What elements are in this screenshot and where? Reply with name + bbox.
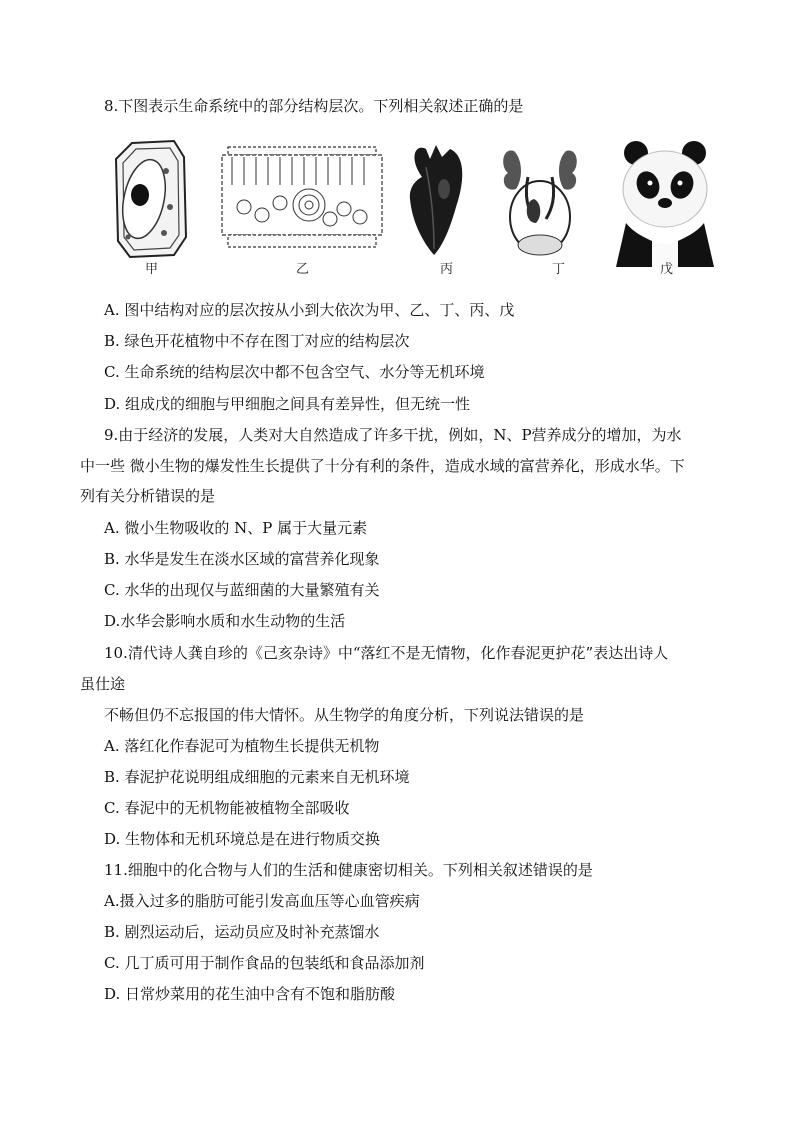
q9-option-d: D.水华会影响水质和水生动物的生活 bbox=[104, 612, 346, 630]
q10-option-b: B. 春泥护花说明组成细胞的元素来自无机环境 bbox=[104, 768, 410, 786]
q11-option-d: D. 日常炒菜用的花生油中含有不饱和脂肪酸 bbox=[104, 985, 396, 1003]
q11-stem: 11.细胞中的化合物与人们的生活和健康密切相关。下列相关叙述错误的是 bbox=[104, 861, 593, 879]
q10-stem-line-2: 虽仕途 bbox=[80, 675, 126, 693]
q11-option-b: B. 剧烈运动后，运动员应及时补充蒸馏水 bbox=[104, 923, 380, 941]
q9-stem-line-1: 9.由于经济的发展，人类对大自然造成了许多干扰，例如，N、P营养成分的增加，为水 bbox=[104, 426, 682, 444]
figure-label-yi: 乙 bbox=[296, 262, 310, 277]
panda-image bbox=[616, 141, 714, 267]
q11-option-a: A.摄入过多的脂肪可能引发高血压等心血管疾病 bbox=[104, 892, 420, 910]
leaf-section-image bbox=[222, 147, 382, 247]
q11-option-c: C. 几丁质可用于制作食品的包装纸和食品添加剂 bbox=[104, 954, 425, 972]
q9-option-b: B. 水华是发生在淡水区域的富营养化现象 bbox=[104, 550, 380, 568]
q8-stem: 8.下图表示生命系统中的部分结构层次。下列相关叙述正确的是 bbox=[104, 97, 524, 115]
q10-option-c: C. 春泥中的无机物能被植物全部吸收 bbox=[104, 799, 350, 817]
heart-image bbox=[410, 145, 462, 255]
plant-cell-image bbox=[116, 141, 186, 257]
q8-option-c: C. 生命系统的结构层次中都不包含空气、水分等无机环境 bbox=[104, 363, 485, 381]
q9-stem-line-2: 中一些 微小生物的爆发性生长提供了十分有利的条件，造成水域的富营养化，形成水华。下 bbox=[80, 457, 685, 475]
q8-option-b: B. 绿色开花植物中不存在图丁对应的结构层次 bbox=[104, 332, 410, 350]
q10-stem-line-1: 10.清代诗人龚自珍的《己亥杂诗》中“落红不是无情物，化作春泥更护花”表达出诗人 bbox=[104, 644, 669, 662]
figure-label-jia: 甲 bbox=[145, 262, 159, 277]
q9-option-a: A. 微小生物吸收的 N、P 属于大量元素 bbox=[104, 519, 368, 537]
figure-label-ding: 丁 bbox=[552, 262, 566, 277]
q8-option-a: A. 图中结构对应的层次按从小到大依次为甲、乙、丁、丙、戊 bbox=[104, 301, 515, 319]
q10-stem-line-3: 不畅但仍不忘报国的伟大情怀。从生物学的角度分析，下列说法错误的是 bbox=[104, 706, 585, 724]
biology-structure-figure bbox=[104, 137, 722, 267]
q9-option-c: C. 水华的出现仅与蓝细菌的大量繁殖有关 bbox=[104, 581, 380, 599]
q9-stem-line-3: 列有关分析错误的是 bbox=[80, 487, 216, 505]
circulatory-system-image bbox=[503, 150, 577, 255]
q10-option-a: A. 落红化作春泥可为植物生长提供无机物 bbox=[104, 737, 380, 755]
q10-option-d: D. 生物体和无机环境总是在进行物质交换 bbox=[104, 830, 381, 848]
figure-label-bing: 丙 bbox=[440, 262, 454, 277]
q8-option-d: D. 组成戊的细胞与甲细胞之间具有差异性，但无统一性 bbox=[104, 395, 471, 413]
figure-label-wu: 戊 bbox=[660, 262, 674, 277]
